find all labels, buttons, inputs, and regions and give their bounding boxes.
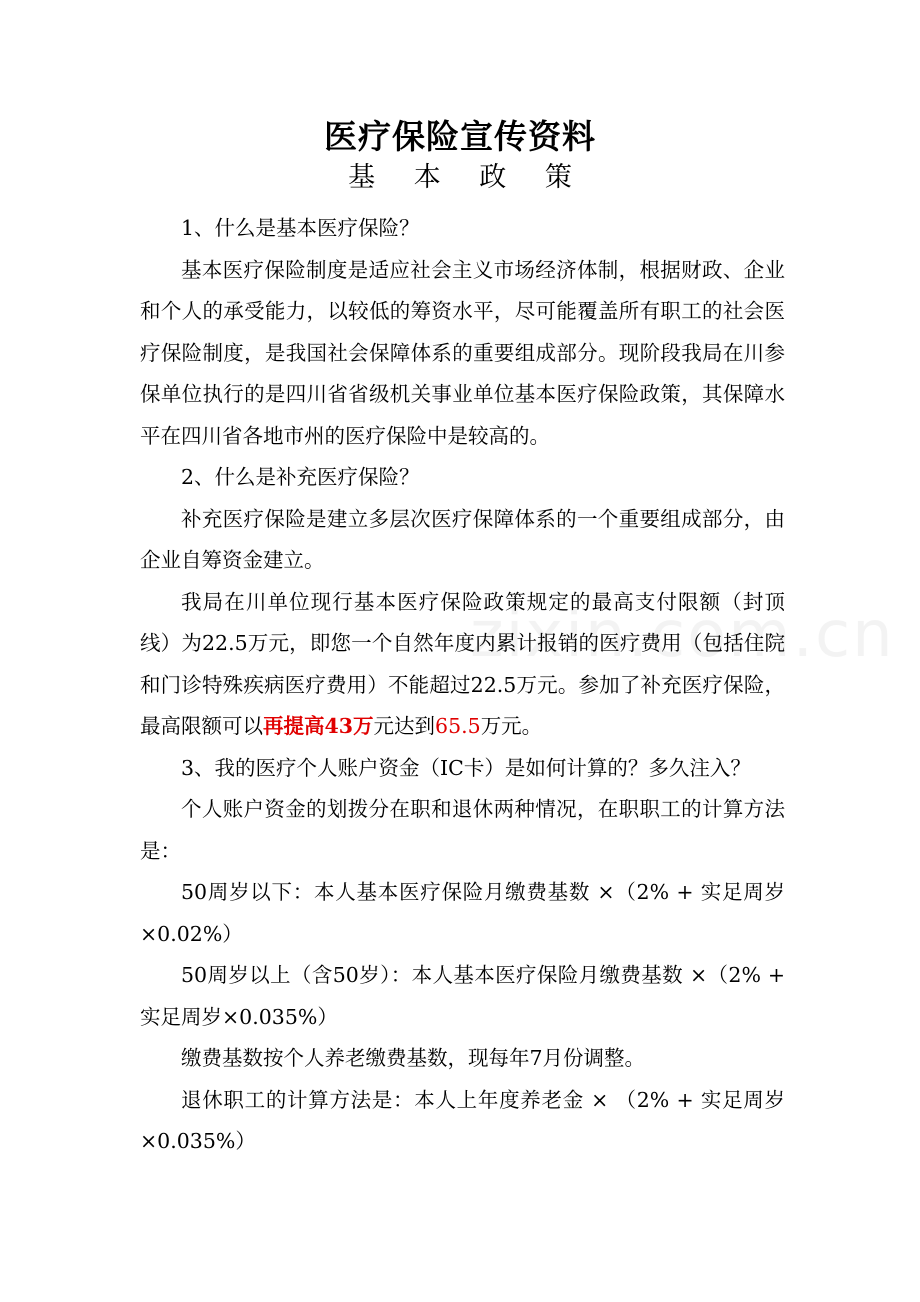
answer-1: 基本医疗保险制度是适应社会主义市场经济体制，根据财政、企业和个人的承受能力，以较低的筹资水平，尽可能覆盖所有职工的社会医疗保险制度，是我国社会保障体系的重要组成部分。现阶段我局在川参保单位执行的是四川省省级机关事业单位基本医疗保险政策，其保障水平在四川省各地市州的医疗保险中是较高的。: [140, 257, 785, 448]
document-title: 医疗保险宣传资料: [324, 117, 596, 156]
base-adjust-note: 缴费基数按个人养老缴费基数，现每年7月份调整。: [181, 1046, 646, 1070]
question-3: 3、我的医疗个人账户资金（IC卡）是如何计算的？多久注入？: [181, 755, 751, 780]
question-2: 2、什么是补充医疗保险？: [181, 465, 420, 489]
question-1: 1、什么是基本医疗保险？: [181, 216, 420, 240]
document-body: [140, 208, 785, 1163]
highlight-total-amount: 65.5: [435, 714, 481, 738]
detail-text-pre: 我局在川单位现行基本医疗保险政策规定的最高支付限额（封顶线）为22.5万元，即您一个自然年度内累计报销的医疗费用（包括住院和门诊特殊疾病医疗费用）不能超过22.5万元。参加了补充医疗保险，最高限额可以: [140, 589, 785, 738]
highlight-increase: 再提高43万: [263, 714, 374, 738]
formula-retired: 退休职工的计算方法是：本人上年度养老金 × （2% + 实足周岁×0.035%）: [140, 1087, 785, 1153]
detail-text-mid: 元达到: [373, 714, 436, 738]
answer-2: 补充医疗保险是建立多层次医疗保障体系的一个重要组成部分，由企业自筹资金建立。: [140, 506, 785, 572]
detail-text-post: 万元。: [480, 714, 543, 738]
document-subtitle: 基 本 政 策: [348, 162, 587, 193]
answer-3-intro: 个人账户资金的划拨分在职和退休两种情况，在职职工的计算方法是：: [140, 797, 785, 863]
formula-under-50: 50周岁以下：本人基本医疗保险月缴费基数 ×（2% + 实足周岁×0.02%）: [140, 880, 785, 946]
answer-2-detail: [140, 582, 785, 748]
formula-over-50: 50周岁以上（含50岁）：本人基本医疗保险月缴费基数 ×（2% + 实足周岁×0.035%）: [140, 963, 785, 1029]
